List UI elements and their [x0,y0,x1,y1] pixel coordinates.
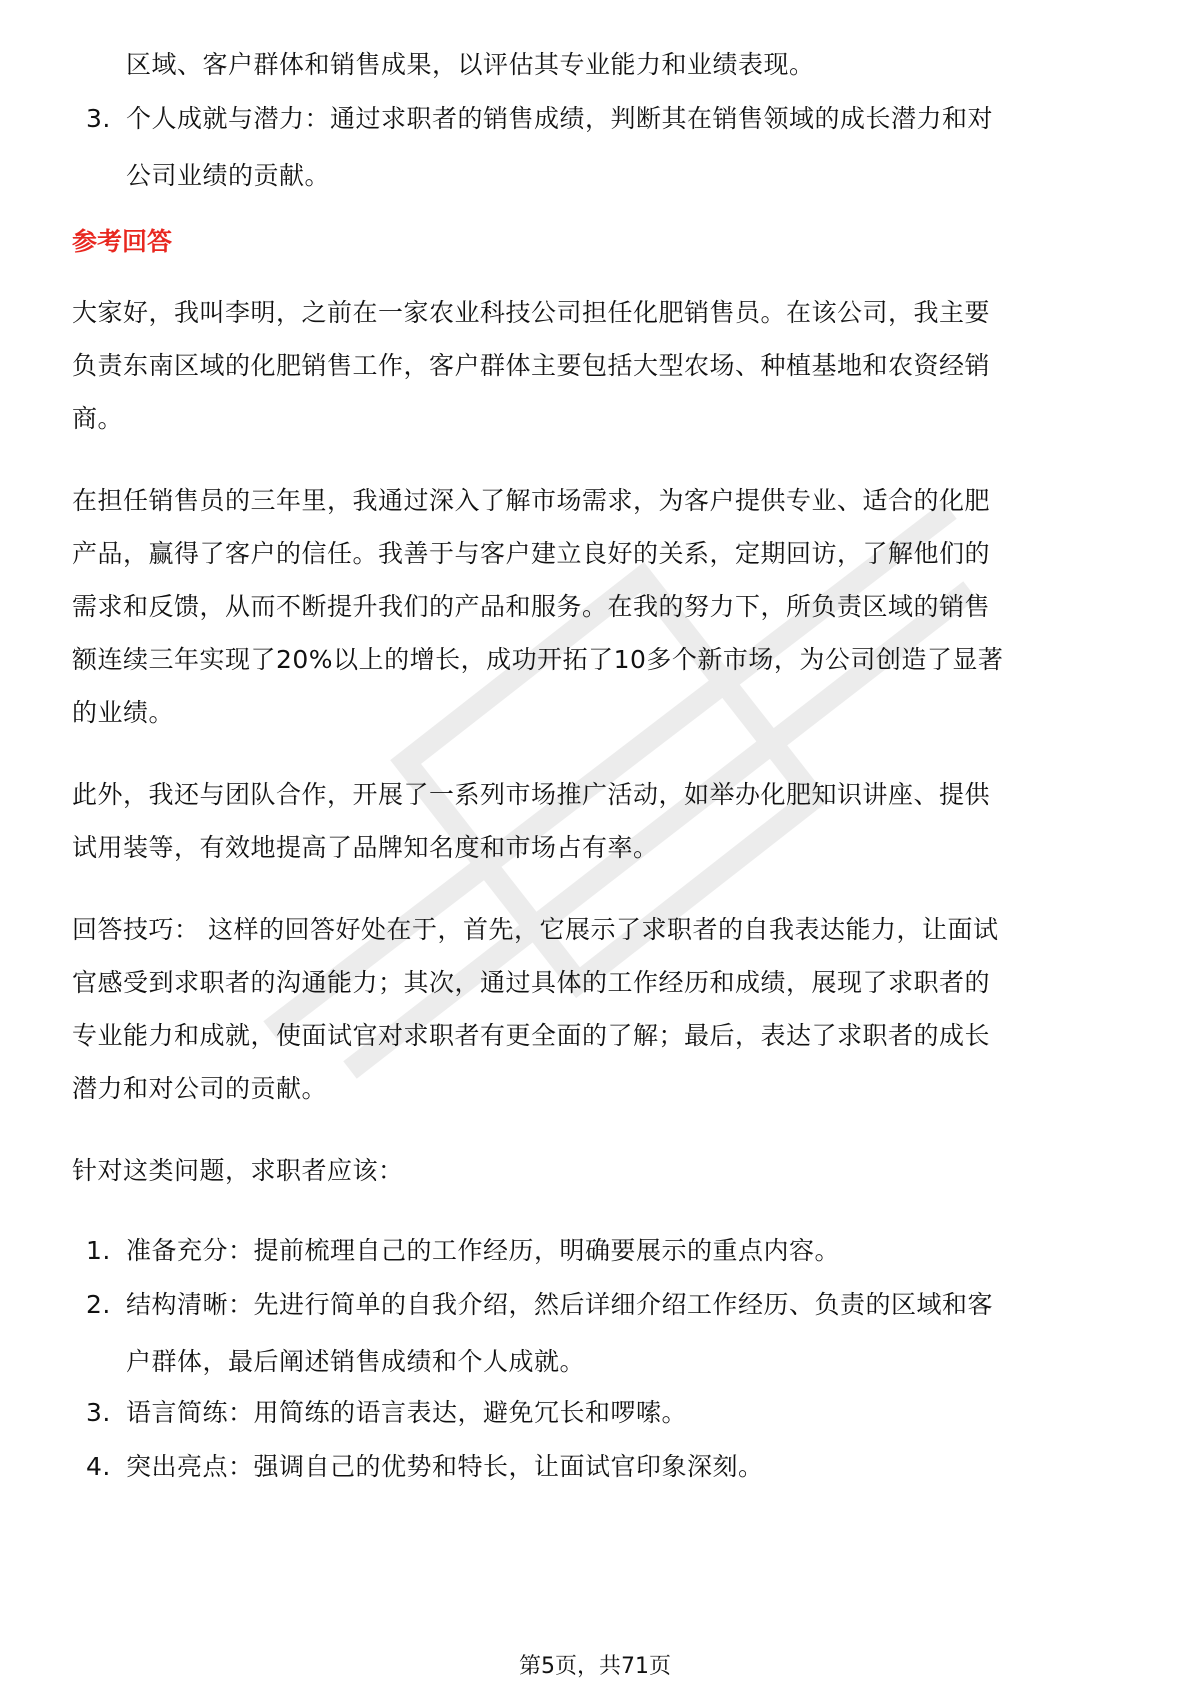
list-item-text: 突出亮点：强调自己的优势和特长，让面试官印象深刻。 [126,1452,764,1481]
paragraph-line: 大家好，我叫李明，之前在一家农业科技公司担任化肥销售员。在该公司，我主要 [72,298,991,327]
list-item-text-continued: 公司业绩的贡献。 [126,161,331,190]
paragraph-line: 商。 [72,404,124,433]
paragraph-line: 的业绩。 [72,698,175,727]
list-item-number: 4. [86,1452,111,1481]
paragraph-line: 产品，赢得了客户的信任。我善于与客户建立良好的关系，定期回访，了解他们的 [72,539,991,568]
advice-intro: 针对这类问题，求职者应该： [72,1156,404,1185]
paragraph-line: 专业能力和成就，使面试官对求职者有更全面的了解；最后，表达了求职者的成长 [72,1021,991,1050]
list-item-text: 准备充分：提前梳理自己的工作经历，明确要展示的重点内容。 [126,1236,841,1265]
paragraph-line: 潜力和对公司的贡献。 [72,1074,328,1103]
paragraph-line: 在担任销售员的三年里，我通过深入了解市场需求，为客户提供专业、适合的化肥 [72,486,991,515]
paragraph-line: 此外，我还与团队合作，开展了一系列市场推广活动，如举办化肥知识讲座、提供 [72,780,991,809]
section-heading: 参考回答 [72,227,173,256]
list-item-number: 3. [86,104,111,133]
list-item-number: 1. [86,1236,111,1265]
list-item [72,1276,1132,1390]
list-item-number: 2. [86,1290,111,1319]
list-item-continuation: 区域、客户群体和销售成果，以评估其专业能力和业绩表现。 [126,50,815,79]
list-item-text: 个人成就与潜力：通过求职者的销售成绩，判断其在销售领域的成长潜力和对 [126,104,994,133]
list-item-text-continued: 户群体，最后阐述销售成绩和个人成就。 [126,1347,586,1376]
paragraph-line: 回答技巧： 这样的回答好处在于，首先，它展示了求职者的自我表达能力，让面试 [72,915,999,944]
list-item [72,1384,1132,1441]
list-item [72,1438,1132,1495]
paragraph-line: 试用装等，有效地提高了品牌知名度和市场占有率。 [72,833,659,862]
paragraph-line: 负责东南区域的化肥销售工作，客户群体主要包括大型农场、种植基地和农资经销 [72,351,991,380]
list-item-text: 结构清晰：先进行简单的自我介绍，然后详细介绍工作经历、负责的区域和客 [126,1290,994,1319]
paragraph-line: 需求和反馈，从而不断提升我们的产品和服务。在我的努力下，所负责区域的销售 [72,592,991,621]
list-item [72,90,1132,204]
list-item-number: 3. [86,1398,111,1427]
paragraph-line: 额连续三年实现了20%以上的增长，成功开拓了10多个新市场，为公司创造了显著 [72,645,1004,674]
list-item [72,1222,1132,1279]
paragraph-line: 官感受到求职者的沟通能力；其次，通过具体的工作经历和成绩，展现了求职者的 [72,968,991,997]
page-number-footer: 第5页，共71页 [519,1654,671,1679]
list-item-text: 语言简练：用简练的语言表达，避免冗长和啰嗦。 [126,1398,688,1427]
